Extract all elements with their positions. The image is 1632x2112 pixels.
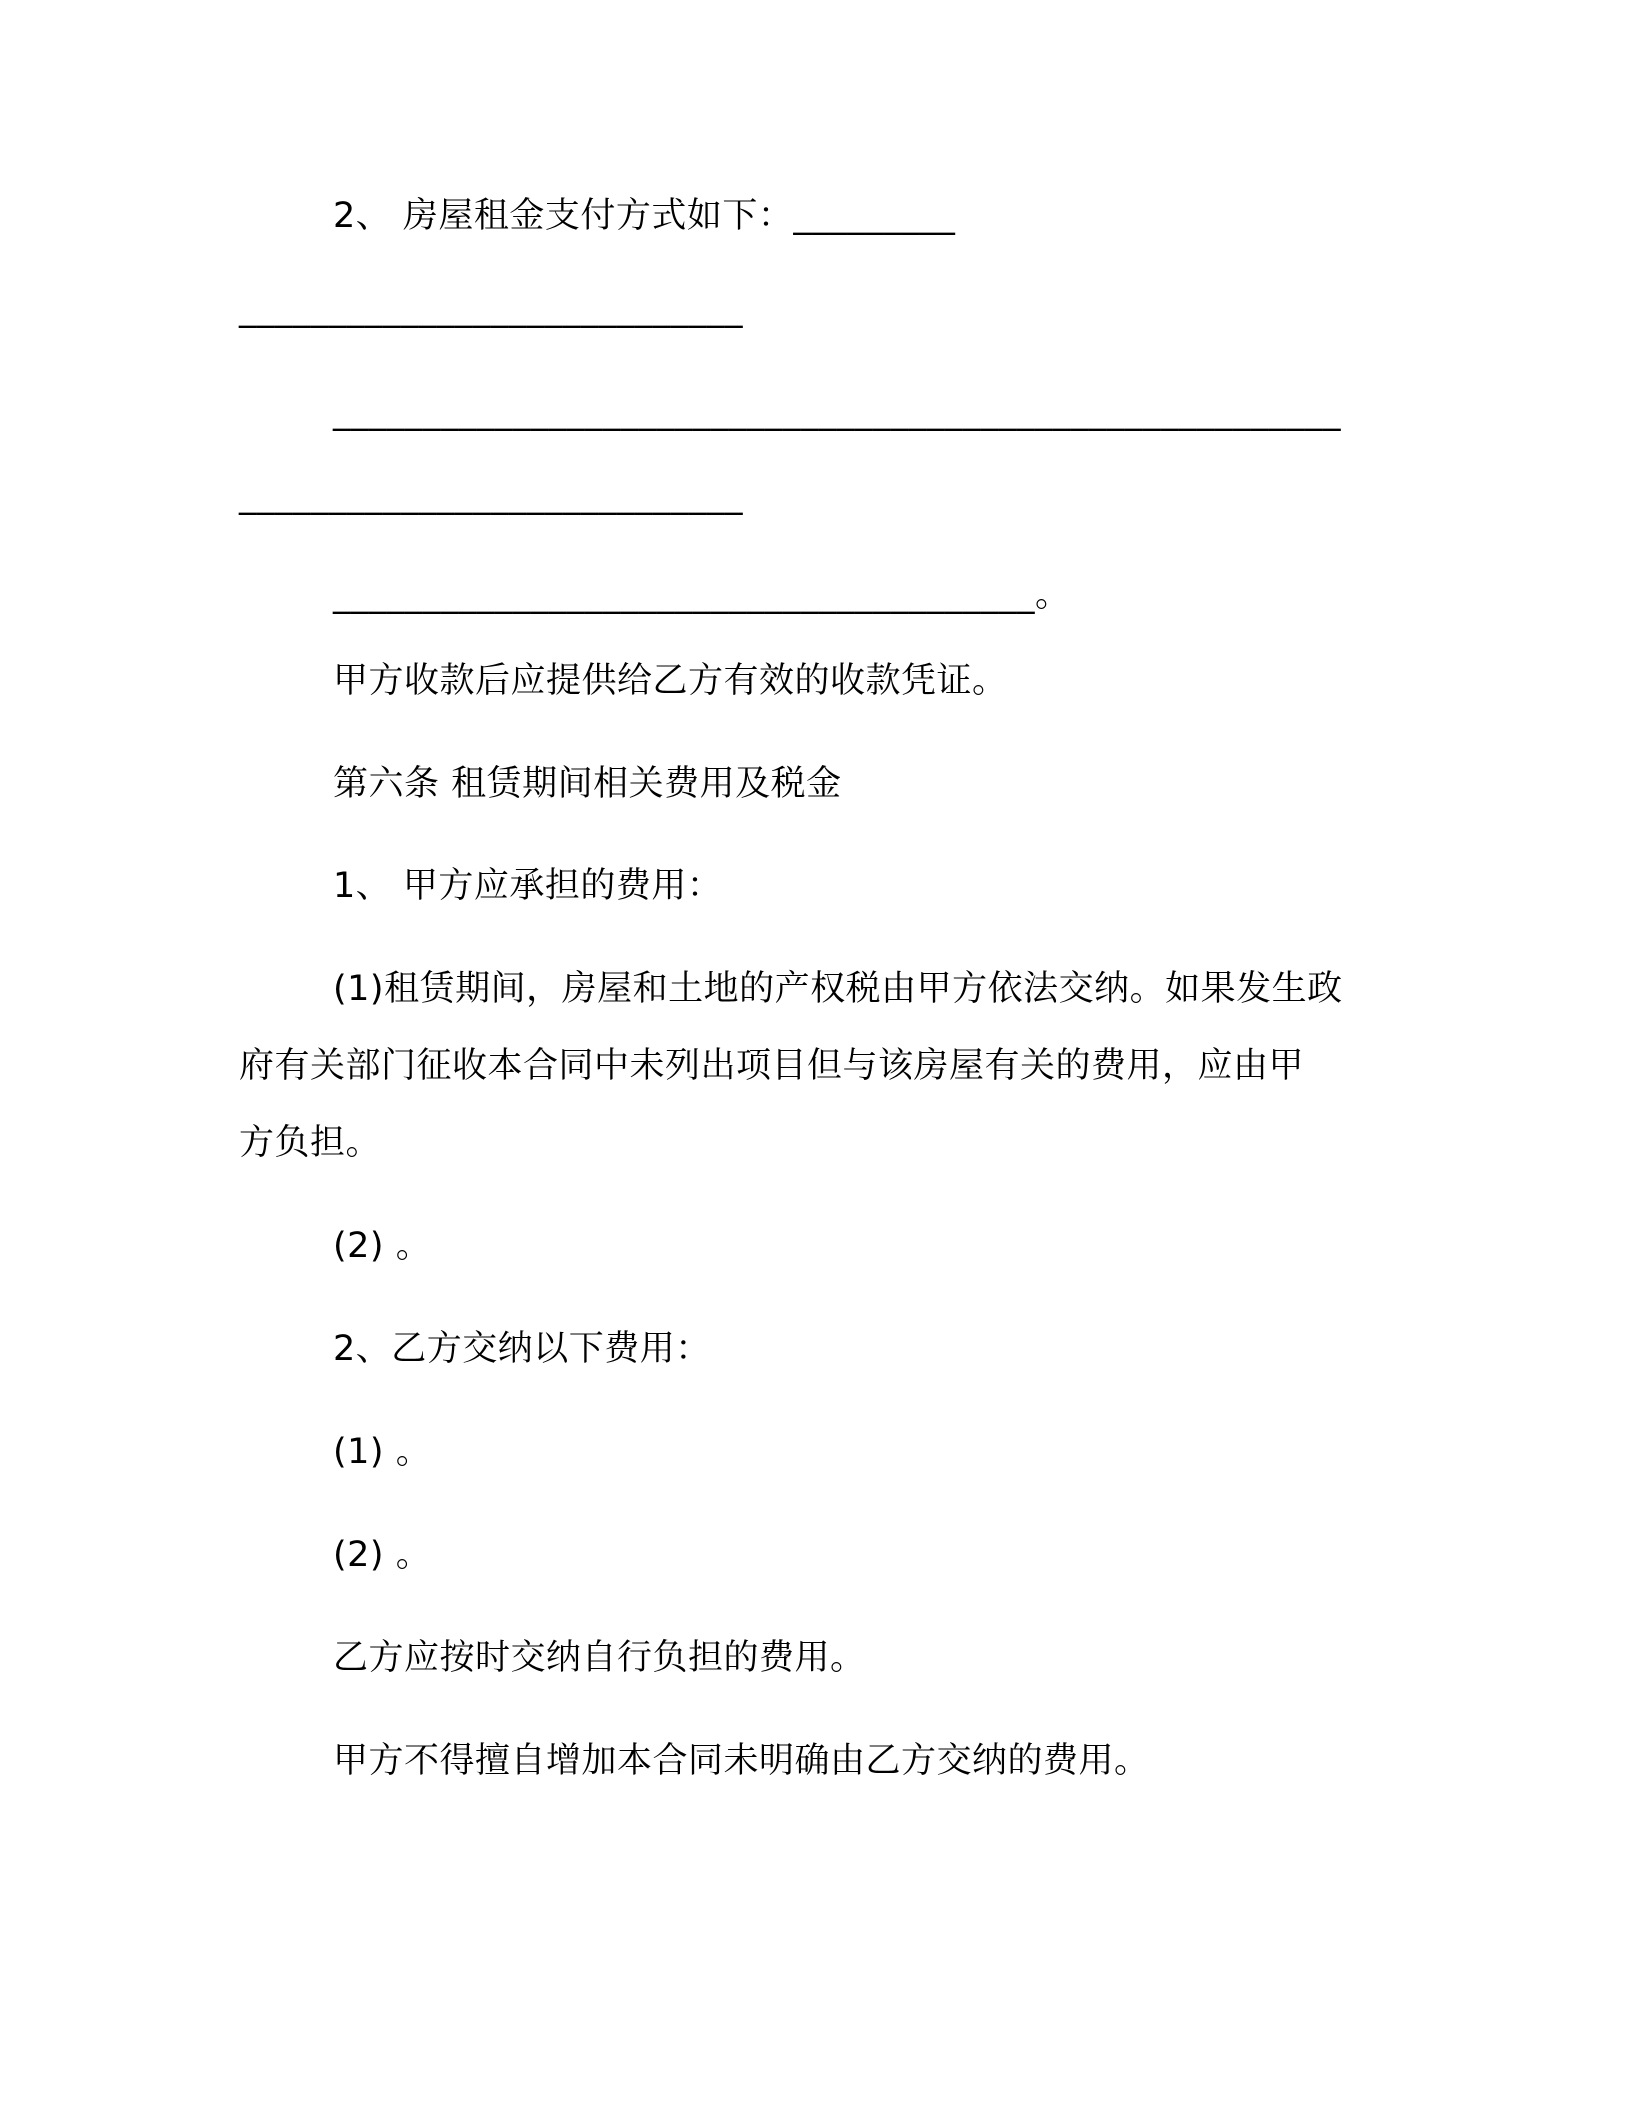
receipt-paragraph: 甲方收款后应提供给乙方有效的收款凭证。 bbox=[333, 661, 1008, 701]
blank-line: ____________________________ bbox=[239, 289, 743, 329]
paragraph-line: 甲方不得擅自增加本合同未明确由乙方交纳的费用。 bbox=[333, 1741, 1150, 1781]
paragraph-line: 方负担。 bbox=[239, 1123, 382, 1163]
payment-method-line: 2、 房屋租金支付方式如下：_________ bbox=[333, 196, 956, 236]
paragraph-line: (1)租赁期间，房屋和土地的产权税由甲方依法交纳。如果发生政 bbox=[333, 969, 1343, 1009]
list-item: (1) 。 bbox=[333, 1432, 432, 1472]
paragraph-line: 乙方应按时交纳自行负担的费用。 bbox=[333, 1638, 866, 1678]
blank-line: _______________________________________。 bbox=[333, 575, 1071, 615]
blank-line: ________________________________________________________ bbox=[333, 392, 1341, 432]
paragraph-line: 府有关部门征收本合同中未列出项目但与该房屋有关的费用，应由甲 bbox=[239, 1046, 1305, 1086]
blank-line: ____________________________ bbox=[239, 476, 743, 516]
section-heading: 2、乙方交纳以下费用： bbox=[333, 1329, 711, 1369]
list-item: (2) 。 bbox=[333, 1226, 432, 1266]
article-heading: 第六条 租赁期间相关费用及税金 bbox=[333, 764, 842, 804]
list-item: (2) 。 bbox=[333, 1535, 432, 1575]
section-heading: 1、 甲方应承担的费用： bbox=[333, 866, 723, 906]
